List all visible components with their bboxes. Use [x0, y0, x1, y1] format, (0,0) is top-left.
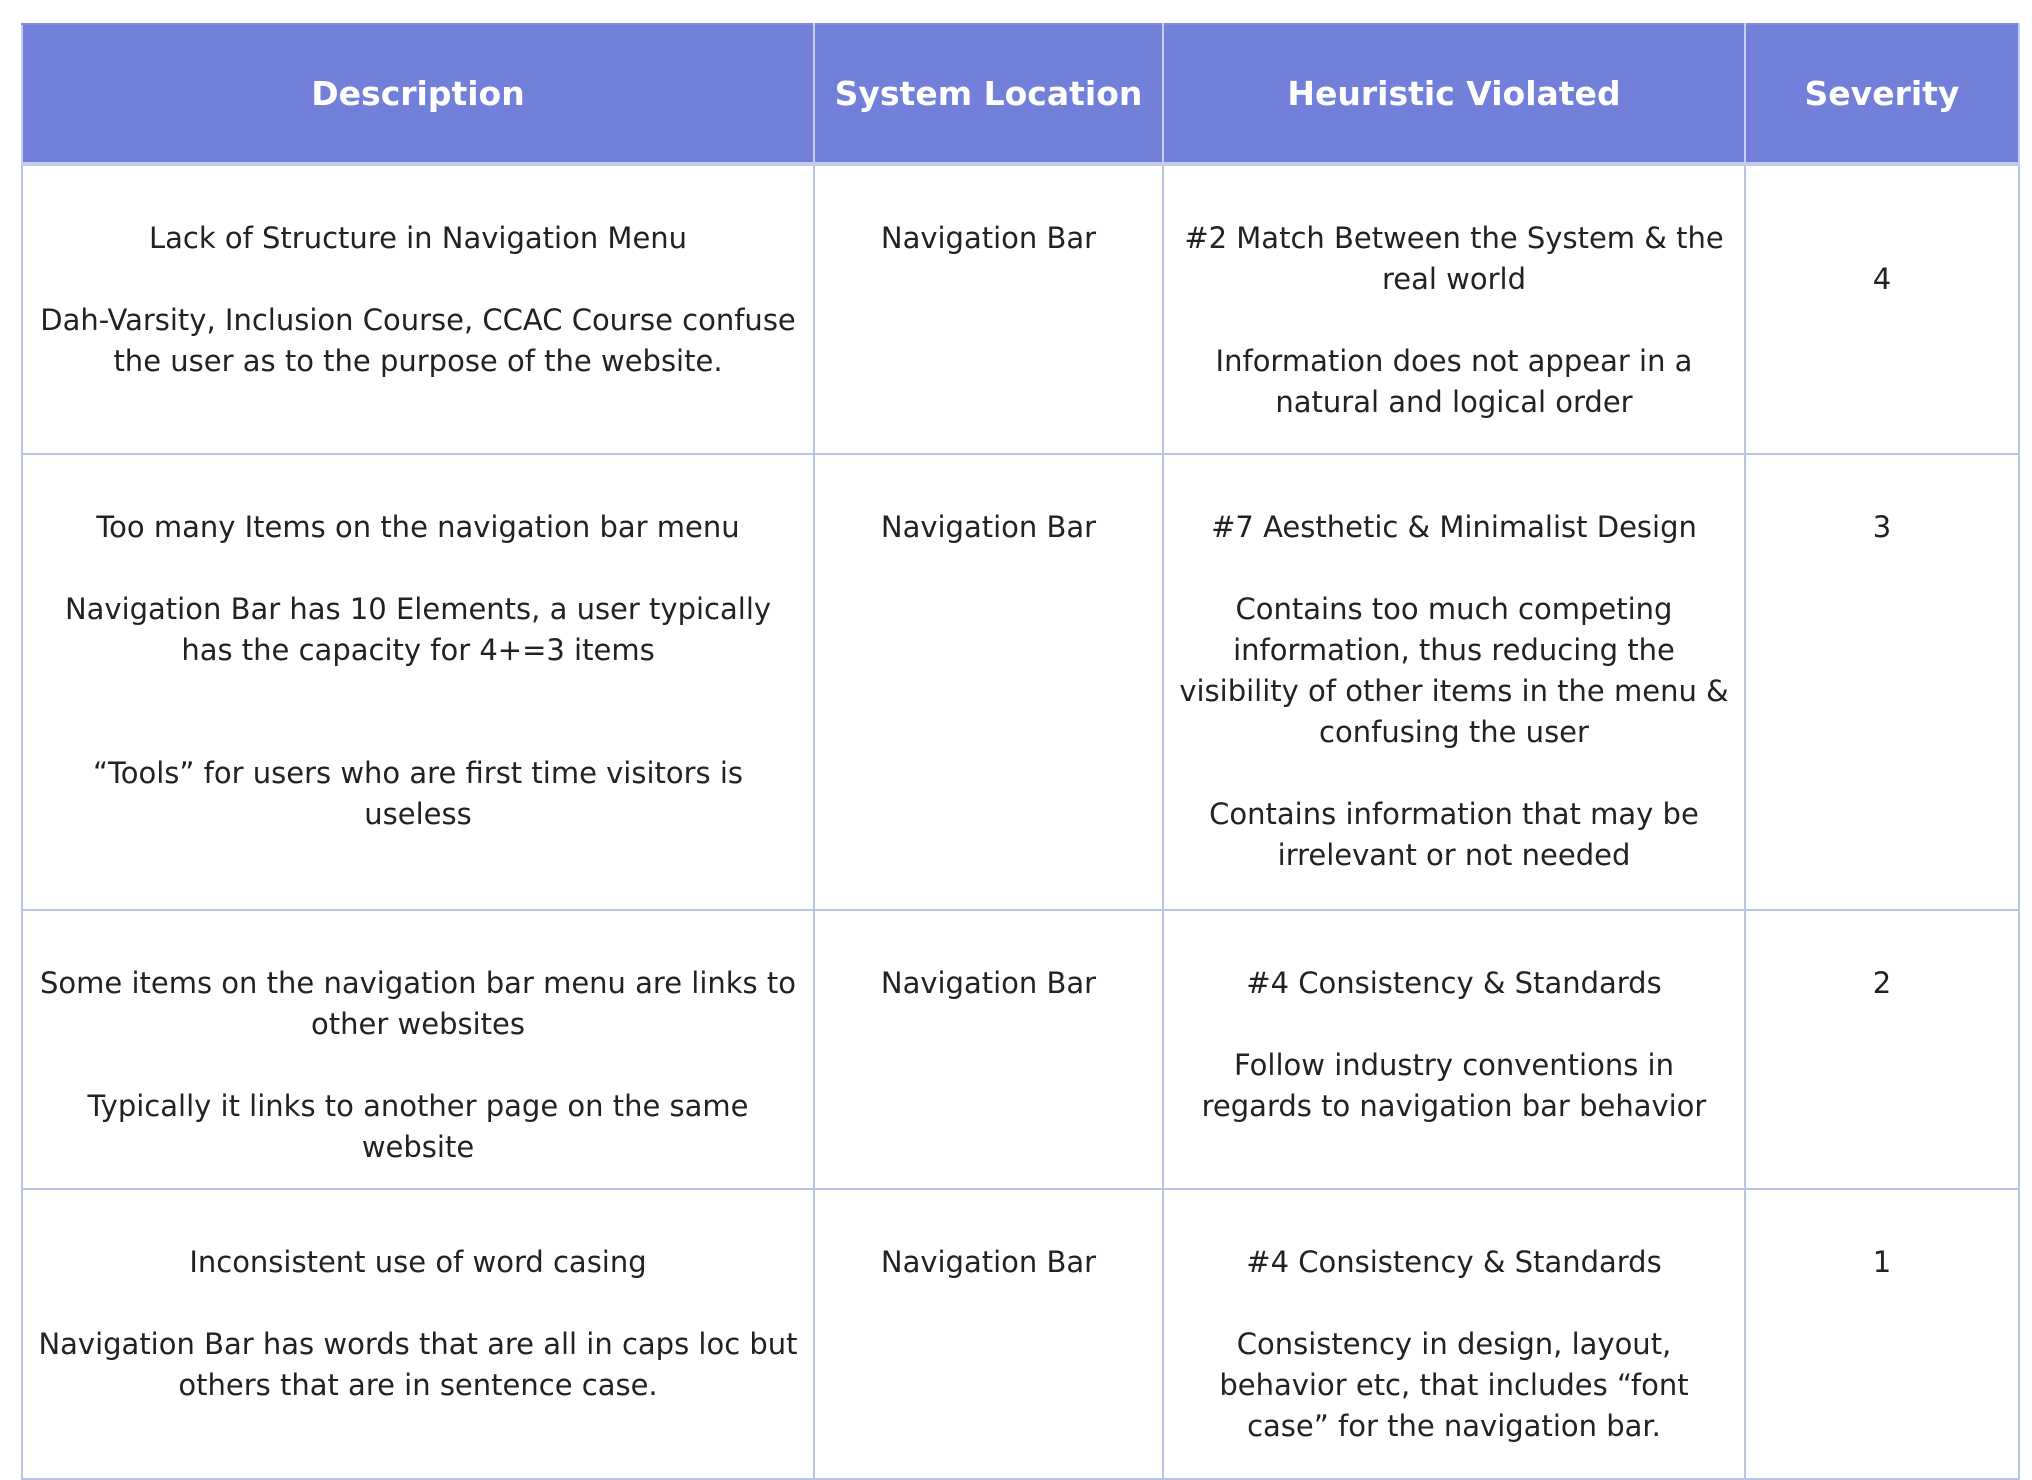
system-location-cell: Navigation Bar [814, 164, 1163, 454]
heuristic-title: #7 Aesthetic & Minimalist Design [1211, 510, 1697, 544]
description-cell [22, 1189, 814, 1479]
heuristic-evaluation-table [21, 23, 2020, 1480]
description-title: Inconsistent use of word casing [189, 1245, 647, 1279]
table-body [22, 164, 2019, 1479]
table-row [22, 454, 2019, 910]
heuristic-cell [1163, 454, 1745, 910]
table-header [22, 24, 2019, 164]
description-detail: Navigation Bar has 10 Elements, a user typically has the capacity for 4+=3 items [64, 592, 772, 667]
description-cell [22, 910, 814, 1189]
severity-cell: 3 [1745, 454, 2019, 910]
description-cell [22, 164, 814, 454]
heuristic-detail: Follow industry conventions in regards to navigation bar behavior [1201, 1048, 1707, 1123]
description-detail: “Tools” for users who are first time visitors is useless [92, 756, 744, 831]
severity-cell: 1 [1745, 1189, 2019, 1479]
description-title: Some items on the navigation bar menu are links to other websites [39, 966, 796, 1041]
system-location-cell: Navigation Bar [814, 910, 1163, 1189]
heuristic-detail: Information does not appear in a natural and logical order [1215, 344, 1693, 419]
heuristic-evaluation-table-container [21, 23, 2020, 1480]
heuristic-cell [1163, 910, 1745, 1189]
heuristic-detail: Consistency in design, layout, behavior etc, that includes “font case” for the navigation bar. [1219, 1327, 1689, 1443]
description-detail: Navigation Bar has words that are all in caps loc but others that are in sentence case. [38, 1327, 798, 1402]
heuristic-cell [1163, 164, 1745, 454]
heuristic-title: #4 Consistency & Standards [1246, 1245, 1662, 1279]
table-row [22, 1189, 2019, 1479]
heuristic-detail: Contains too much competing information, thus reducing the visibility of other items in the menu & confusing the user [1179, 592, 1729, 749]
header-description: Description [22, 24, 814, 164]
heuristic-title: #2 Match Between the System & the real world [1184, 221, 1724, 296]
heuristic-title: #4 Consistency & Standards [1246, 966, 1662, 1000]
heuristic-detail: Contains information that may be irrelevant or not needed [1209, 797, 1699, 872]
header-heuristic-violated: Heuristic Violated [1163, 24, 1745, 164]
system-location-cell: Navigation Bar [814, 454, 1163, 910]
description-detail: Typically it links to another page on the same website [87, 1089, 749, 1164]
header-severity: Severity [1745, 24, 2019, 164]
heuristic-cell [1163, 1189, 1745, 1479]
system-location-cell: Navigation Bar [814, 1189, 1163, 1479]
description-title: Too many Items on the navigation bar menu [96, 510, 740, 544]
table-row [22, 164, 2019, 454]
description-title: Lack of Structure in Navigation Menu [148, 221, 688, 255]
header-system-location: System Location [814, 24, 1163, 164]
description-detail: Dah-Varsity, Inclusion Course, CCAC Course confuse the user as to the purpose of the website. [40, 303, 796, 378]
header-row [22, 24, 2019, 164]
table-row [22, 910, 2019, 1189]
severity-cell: 2 [1745, 910, 2019, 1189]
severity-cell: 4 [1745, 164, 2019, 454]
description-cell [22, 454, 814, 910]
